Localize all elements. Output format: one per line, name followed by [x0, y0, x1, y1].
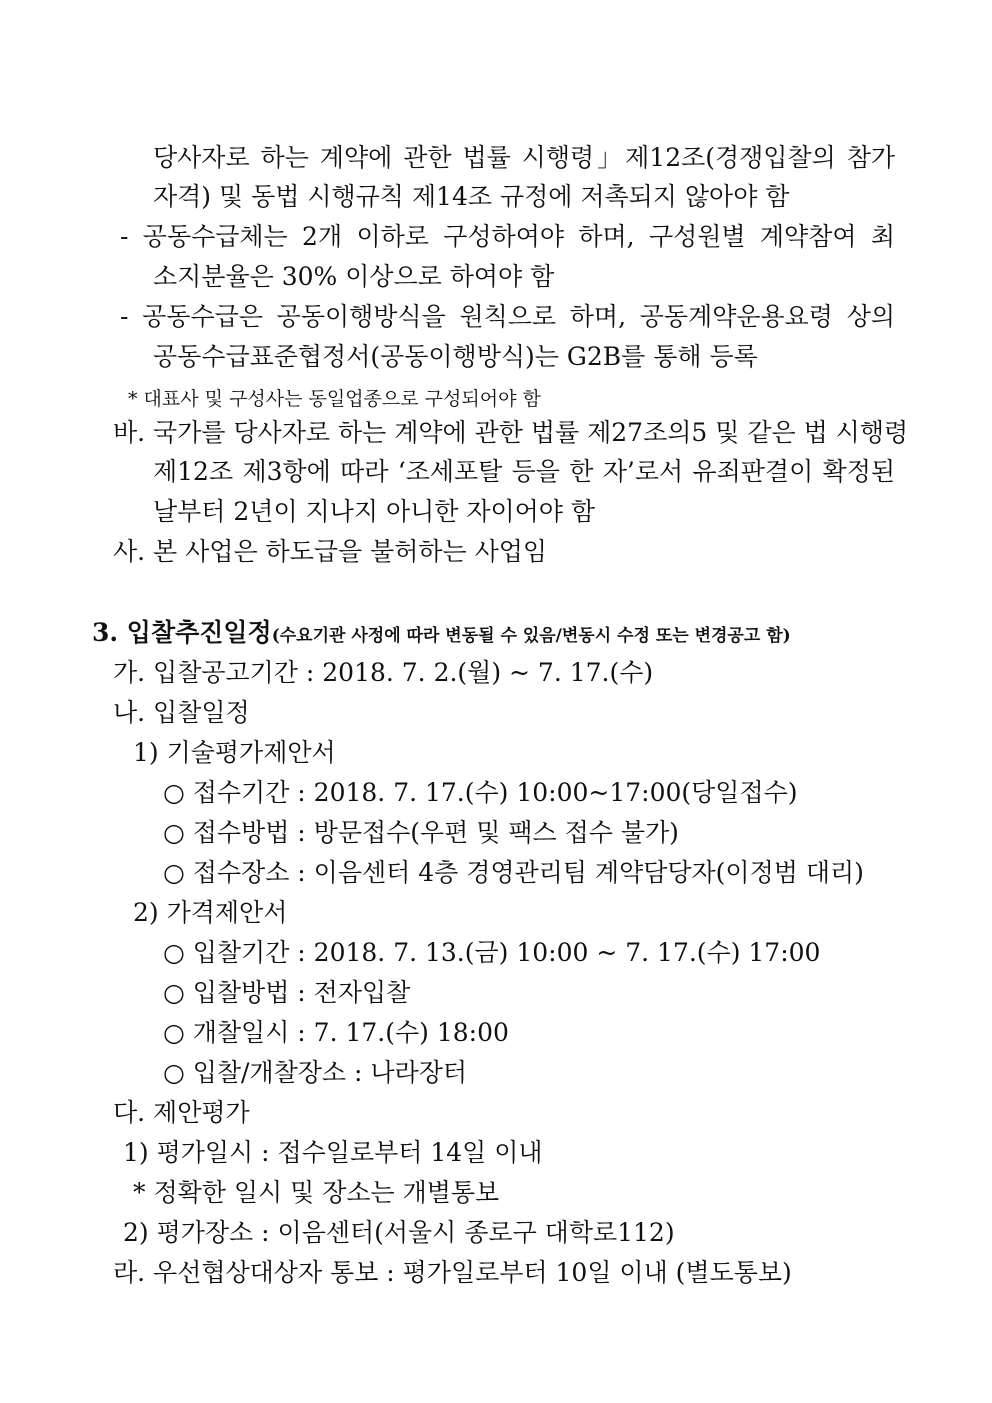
section-item-sa: 사. 본 사업은 하도급을 불허하는 사업임 [113, 537, 548, 566]
bullet-item: ○ 입찰방법 : 전자입찰 [163, 978, 411, 1007]
sub-item: 2) 평가장소 : 이음센터(서울시 종로구 대학로112) [123, 1218, 675, 1247]
sub-item: 2) 가격제안서 [133, 898, 288, 927]
text-line: 소지분율은 30% 이상으로 하여야 함 [153, 262, 555, 291]
footnote: * 대표사 및 구성사는 동일업종으로 구성되어야 함 [128, 388, 541, 410]
bullet-item: ○ 접수기간 : 2018. 7. 17.(수) 10:00~17:00(당일접수) [163, 778, 798, 807]
footnote: * 정확한 일시 및 장소는 개별통보 [133, 1178, 500, 1207]
section-item-da: 다. 제안평가 [113, 1098, 250, 1127]
bullet-item: ○ 입찰/개찰장소 : 나라장터 [163, 1058, 468, 1087]
text-line: 공동수급표준협정서(공동이행방식)는 G2B를 통해 등록 [153, 342, 758, 371]
bullet-item: ○ 접수방법 : 방문접수(우편 및 팩스 접수 불가) [163, 818, 679, 847]
text-line: 제12조 제3항에 따라 ‘조세포탈 등을 한 자’로서 유죄판결이 확정된 [153, 457, 895, 486]
section-item-ga: 가. 입찰공고기간 : 2018. 7. 2.(월) ~ 7. 17.(수) [113, 658, 654, 687]
section-note: (수요기관 사정에 따라 변동될 수 있음/변동시 수정 또는 변경공고 함) [271, 626, 791, 646]
section-heading [92, 618, 791, 651]
list-item: - 공동수급은 공동이행방식을 원칙으로 하며, 공동계약운용요령 상의 [120, 302, 895, 331]
text-line: 자격) 및 동법 시행규칙 제14조 규정에 저촉되지 않아야 함 [153, 182, 790, 211]
section-title: 3. 입찰추진일정 [92, 618, 272, 647]
list-item: - 공동수급체는 2개 이하로 구성하여야 하며, 구성원별 계약참여 최 [120, 222, 895, 251]
text-line: 당사자로 하는 계약에 관한 법률 시행령」제12조(경쟁입찰의 참가 [153, 143, 895, 172]
sub-item: 1) 기술평가제안서 [133, 738, 336, 767]
bullet-item: ○ 개찰일시 : 7. 17.(수) 18:00 [163, 1018, 509, 1047]
text-line: 날부터 2년이 지나지 아니한 자이어야 함 [153, 497, 596, 526]
sub-item: 1) 평가일시 : 접수일로부터 14일 이내 [123, 1138, 543, 1167]
bullet-item: ○ 접수장소 : 이음센터 4층 경영관리팀 계약담당자(이정범 대리) [163, 858, 864, 887]
section-item-ba: 바. 국가를 당사자로 하는 계약에 관한 법률 제27조의5 및 같은 법 시행령 [113, 418, 909, 447]
section-item-na: 나. 입찰일정 [113, 698, 250, 727]
section-item-ra: 라. 우선협상대상자 통보 : 평가일로부터 10일 이내 (별도통보) [113, 1258, 792, 1287]
bullet-item: ○ 입찰기간 : 2018. 7. 13.(금) 10:00 ~ 7. 17.(수) 17:00 [163, 938, 821, 967]
